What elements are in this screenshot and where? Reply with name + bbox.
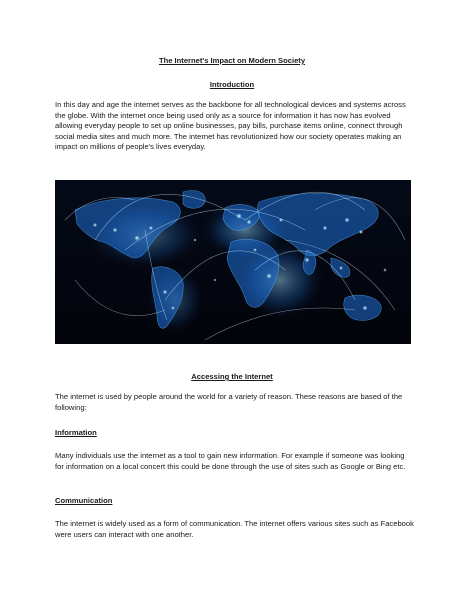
communication-heading: Communication [55, 496, 113, 505]
world-network-image [55, 180, 411, 344]
information-heading: Information [55, 428, 97, 437]
introduction-heading: Introduction [209, 80, 255, 89]
world-map-graphic [55, 180, 411, 344]
document-title: The Internet's Impact on Modern Society [158, 56, 306, 65]
accessing-paragraph: The internet is used by people around the world for a variety of reason. These reasons are based of the following: [55, 392, 403, 412]
introduction-paragraph: In this day and age the internet serves as the backbone for all technological devices and systems across the globe. With the internet once being used only as a source for information it has now has evolved allowing everyday people to set up online businesses, pay bills, purchase items online, connect through social media sites and much more. The internet has revolutionized how our society operates making an impact on millions of people's lives everyday. [55, 100, 406, 152]
accessing-heading: Accessing the Internet [191, 372, 273, 381]
information-paragraph: Many individuals use the internet as a tool to gain new information. For example if someone was looking for information on a local concert this could be done through the use of sites such as Google or Bing etc. [55, 451, 406, 471]
communication-paragraph: The internet is widely used as a form of communication. The internet offers various sites such as Facebook were users can interact with one another. [55, 519, 414, 539]
